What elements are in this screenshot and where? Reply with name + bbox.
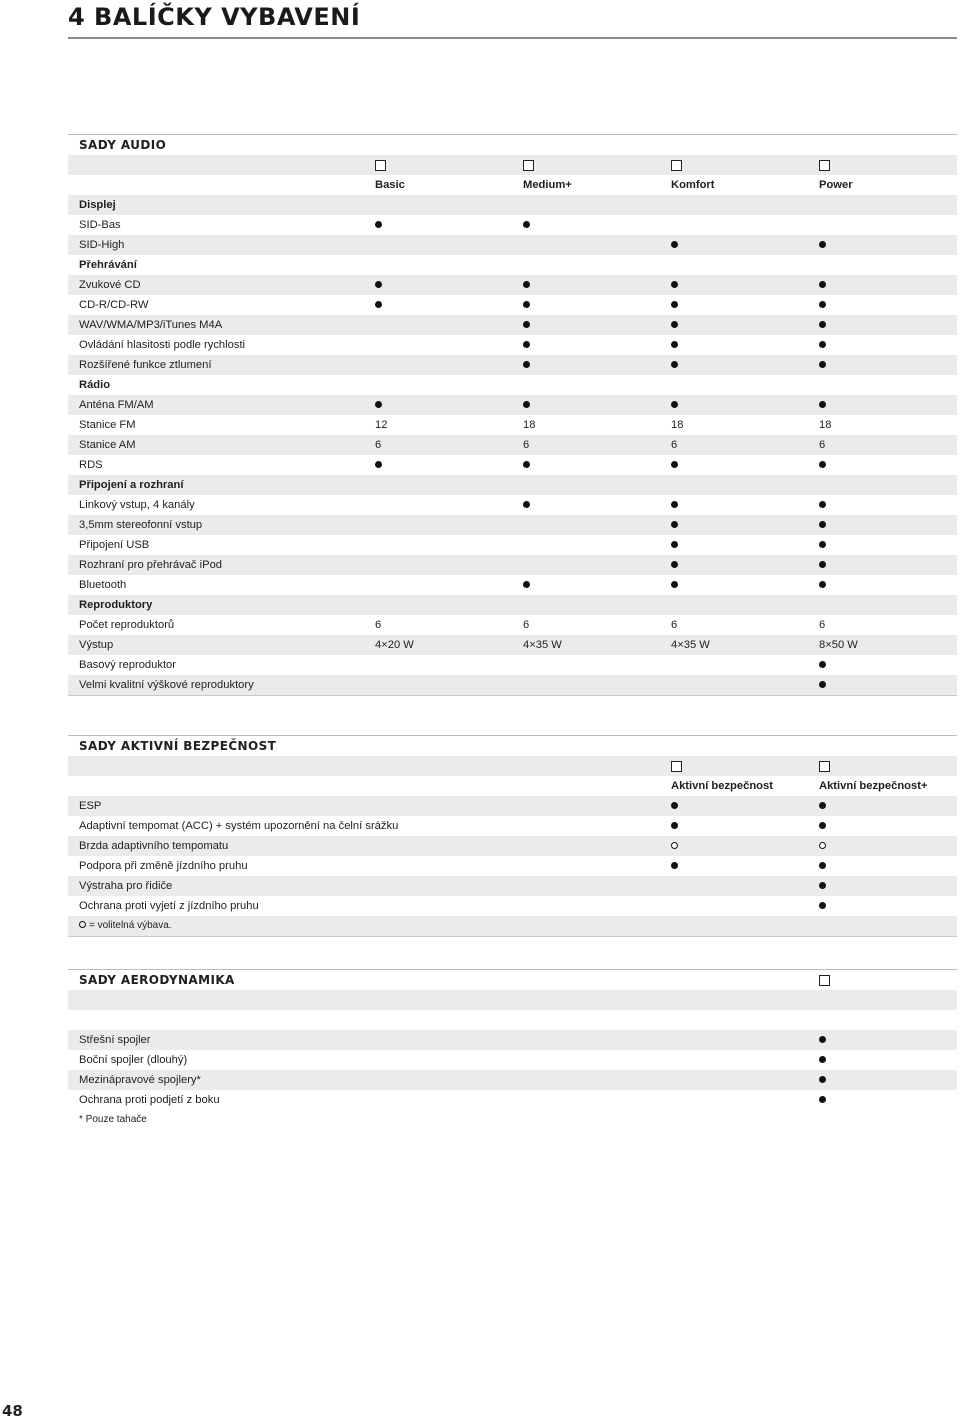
standard-dot-icon bbox=[671, 335, 678, 355]
column-header-aktivni-bezpecnost: Aktivní bezpečnost bbox=[671, 780, 773, 792]
row-label: Ochrana proti podjetí z boku bbox=[79, 1094, 220, 1106]
safety-table-body bbox=[68, 796, 957, 916]
basic-checkbox[interactable] bbox=[375, 160, 386, 171]
standard-dot-icon bbox=[523, 275, 530, 295]
aero-spacer-row bbox=[68, 990, 957, 1010]
standard-dot-icon bbox=[671, 515, 678, 535]
row-label: Boční spojler (dlouhý) bbox=[79, 1054, 188, 1066]
cell-value: 6 bbox=[375, 439, 382, 451]
aero-row bbox=[68, 1070, 957, 1090]
standard-dot-icon bbox=[819, 876, 826, 896]
standard-dot-icon bbox=[819, 555, 826, 575]
row-label: Stanice AM bbox=[79, 439, 136, 451]
audio-row bbox=[68, 275, 957, 295]
aktivni-bezpecnost-plus-checkbox[interactable] bbox=[819, 761, 830, 772]
standard-dot-icon bbox=[819, 856, 826, 876]
audio-row bbox=[68, 675, 957, 695]
standard-dot-icon bbox=[819, 655, 826, 675]
audio-row bbox=[68, 295, 957, 315]
safety-row bbox=[68, 896, 957, 916]
standard-dot-icon bbox=[819, 1050, 826, 1070]
audio-table-body bbox=[68, 195, 957, 695]
standard-dot-icon bbox=[523, 335, 530, 355]
row-label: SID-Bas bbox=[79, 219, 121, 231]
safety-row bbox=[68, 856, 957, 876]
category-label: Přehrávání bbox=[79, 259, 137, 271]
aero-row bbox=[68, 1030, 957, 1050]
row-label: Velmi kvalitní výškové reproduktory bbox=[79, 679, 254, 691]
audio-row bbox=[68, 575, 957, 595]
category-label: Reproduktory bbox=[79, 599, 153, 611]
row-label: Střešní spojler bbox=[79, 1034, 151, 1046]
row-label: Bluetooth bbox=[79, 579, 127, 591]
standard-dot-icon bbox=[523, 455, 530, 475]
row-label: Linkový vstup, 4 kanály bbox=[79, 499, 195, 511]
aktivni-bezpecnost-checkbox[interactable] bbox=[671, 761, 682, 772]
safety-column-headers bbox=[68, 776, 957, 796]
standard-dot-icon bbox=[671, 235, 678, 255]
audio-row bbox=[68, 535, 957, 555]
audio-row bbox=[68, 555, 957, 575]
standard-dot-icon bbox=[523, 575, 530, 595]
row-label: Stanice FM bbox=[79, 419, 136, 431]
audio-packages-section bbox=[68, 134, 957, 696]
aero-row bbox=[68, 1090, 957, 1110]
medium-plus-checkbox[interactable] bbox=[523, 160, 534, 171]
audio-row bbox=[68, 355, 957, 375]
category-label: Rádio bbox=[79, 379, 111, 391]
row-label: Připojení USB bbox=[79, 539, 150, 551]
row-label: CD-R/CD-RW bbox=[79, 299, 149, 311]
column-header-basic: Basic bbox=[375, 179, 405, 191]
safety-checkbox-row bbox=[68, 756, 957, 776]
standard-dot-icon bbox=[671, 575, 678, 595]
standard-dot-icon bbox=[819, 355, 826, 375]
audio-section-heading: SADY AUDIO bbox=[68, 134, 957, 155]
audio-column-headers bbox=[68, 175, 957, 195]
standard-dot-icon bbox=[671, 816, 678, 836]
audio-row bbox=[68, 615, 957, 635]
safety-footnote bbox=[68, 916, 957, 936]
column-header-power: Power bbox=[819, 179, 853, 191]
cell-value: 6 bbox=[819, 619, 826, 631]
standard-dot-icon bbox=[375, 275, 382, 295]
cell-value: 18 bbox=[819, 419, 832, 431]
optional-circle-icon bbox=[819, 836, 826, 856]
aerodynamika-checkbox[interactable] bbox=[819, 975, 830, 986]
audio-category-row bbox=[68, 475, 957, 495]
row-label: ESP bbox=[79, 800, 102, 812]
title-divider bbox=[68, 37, 957, 39]
aero-section-heading-row bbox=[68, 969, 957, 990]
audio-category-row bbox=[68, 195, 957, 215]
row-label: Ovládání hlasitosti podle rychlosti bbox=[79, 339, 246, 351]
standard-dot-icon bbox=[375, 215, 382, 235]
audio-row bbox=[68, 435, 957, 455]
aero-table-body bbox=[68, 1030, 957, 1110]
audio-row bbox=[68, 215, 957, 235]
row-label: SID-High bbox=[79, 239, 125, 251]
cell-value: 18 bbox=[671, 419, 684, 431]
safety-row bbox=[68, 876, 957, 896]
standard-dot-icon bbox=[671, 455, 678, 475]
category-label: Displej bbox=[79, 199, 116, 211]
standard-dot-icon bbox=[671, 295, 678, 315]
audio-row bbox=[68, 515, 957, 535]
audio-checkbox-row bbox=[68, 155, 957, 175]
safety-row bbox=[68, 816, 957, 836]
standard-dot-icon bbox=[819, 535, 826, 555]
row-label: Mezinápravové spojlery* bbox=[79, 1074, 201, 1086]
row-label: Výstraha pro řidiče bbox=[79, 880, 173, 892]
standard-dot-icon bbox=[819, 335, 826, 355]
standard-dot-icon bbox=[523, 395, 530, 415]
aero-spacer-row-2 bbox=[68, 1010, 957, 1030]
safety-section-heading: SADY AKTIVNÍ BEZPEČNOST bbox=[68, 735, 957, 756]
standard-dot-icon bbox=[819, 575, 826, 595]
komfort-checkbox[interactable] bbox=[671, 160, 682, 171]
audio-row bbox=[68, 635, 957, 655]
standard-dot-icon bbox=[671, 495, 678, 515]
cell-value: 6 bbox=[375, 619, 382, 631]
row-label: RDS bbox=[79, 459, 103, 471]
standard-dot-icon bbox=[671, 555, 678, 575]
row-label: Zvukové CD bbox=[79, 279, 141, 291]
standard-dot-icon bbox=[819, 1030, 826, 1050]
aerodynamics-section bbox=[68, 969, 957, 1130]
standard-dot-icon bbox=[819, 275, 826, 295]
row-label: Brzda adaptivního tempomatu bbox=[79, 840, 229, 852]
row-label: Adaptivní tempomat (ACC) + systém upozornění na čelní srážku bbox=[79, 820, 399, 832]
cell-value: 18 bbox=[523, 419, 536, 431]
standard-dot-icon bbox=[375, 455, 382, 475]
standard-dot-icon bbox=[523, 495, 530, 515]
standard-dot-icon bbox=[375, 395, 382, 415]
safety-row bbox=[68, 796, 957, 816]
aero-row bbox=[68, 1050, 957, 1070]
cell-value: 6 bbox=[819, 439, 826, 451]
audio-category-row bbox=[68, 595, 957, 615]
standard-dot-icon bbox=[819, 395, 826, 415]
standard-dot-icon bbox=[819, 495, 826, 515]
row-label: Ochrana proti vyjetí z jízdního pruhu bbox=[79, 900, 259, 912]
audio-row bbox=[68, 335, 957, 355]
standard-dot-icon bbox=[819, 235, 826, 255]
active-safety-section bbox=[68, 735, 957, 937]
standard-dot-icon bbox=[523, 295, 530, 315]
column-header-aktivni-bezpecnost-plus: Aktivní bezpečnost+ bbox=[819, 780, 928, 792]
row-label: Anténa FM/AM bbox=[79, 399, 154, 411]
standard-dot-icon bbox=[523, 215, 530, 235]
standard-dot-icon bbox=[819, 1070, 826, 1090]
standard-dot-icon bbox=[671, 395, 678, 415]
page-title: 4 BALÍČKY VYBAVENÍ bbox=[68, 3, 361, 31]
cell-value: 12 bbox=[375, 419, 388, 431]
cell-value: 4×20 W bbox=[375, 639, 414, 651]
audio-row bbox=[68, 235, 957, 255]
aero-footnote bbox=[68, 1110, 957, 1130]
audio-row bbox=[68, 455, 957, 475]
standard-dot-icon bbox=[671, 275, 678, 295]
standard-dot-icon bbox=[819, 1090, 826, 1110]
standard-dot-icon bbox=[819, 515, 826, 535]
optional-circle-icon bbox=[671, 836, 678, 856]
standard-dot-icon bbox=[671, 535, 678, 555]
standard-dot-icon bbox=[375, 295, 382, 315]
standard-dot-icon bbox=[671, 796, 678, 816]
audio-row bbox=[68, 495, 957, 515]
row-label: Rozšířené funkce ztlumení bbox=[79, 359, 212, 371]
audio-row bbox=[68, 315, 957, 335]
page-number: 48 bbox=[2, 1402, 23, 1420]
column-header-komfort: Komfort bbox=[671, 179, 715, 191]
audio-category-row bbox=[68, 255, 957, 275]
cell-value: 6 bbox=[523, 619, 530, 631]
cell-value: 4×35 W bbox=[523, 639, 562, 651]
safety-section-bottom-rule bbox=[68, 936, 957, 937]
column-header-medium-plus: Medium+ bbox=[523, 179, 572, 191]
cell-value: 4×35 W bbox=[671, 639, 710, 651]
row-label: 3,5mm stereofonní vstup bbox=[79, 519, 203, 531]
standard-dot-icon bbox=[819, 896, 826, 916]
standard-dot-icon bbox=[819, 455, 826, 475]
safety-row bbox=[68, 836, 957, 856]
audio-category-row bbox=[68, 375, 957, 395]
standard-dot-icon bbox=[671, 315, 678, 335]
cell-value: 8×50 W bbox=[819, 639, 858, 651]
audio-row bbox=[68, 655, 957, 675]
row-label: Rozhraní pro přehrávač iPod bbox=[79, 559, 223, 571]
standard-dot-icon bbox=[819, 816, 826, 836]
audio-section-bottom-rule bbox=[68, 695, 957, 696]
optional-circle-icon bbox=[79, 921, 86, 928]
audio-row bbox=[68, 415, 957, 435]
row-label: Výstup bbox=[79, 639, 114, 651]
standard-dot-icon bbox=[819, 675, 826, 695]
standard-dot-icon bbox=[819, 295, 826, 315]
aero-section-heading: SADY AERODYNAMIKA bbox=[79, 973, 235, 987]
row-label: WAV/WMA/MP3/iTunes M4A bbox=[79, 319, 223, 331]
cell-value: 6 bbox=[671, 439, 678, 451]
standard-dot-icon bbox=[671, 856, 678, 876]
safety-footnote-text: = volitelná výbava. bbox=[89, 920, 172, 931]
audio-row bbox=[68, 395, 957, 415]
standard-dot-icon bbox=[523, 355, 530, 375]
standard-dot-icon bbox=[671, 355, 678, 375]
power-checkbox[interactable] bbox=[819, 160, 830, 171]
standard-dot-icon bbox=[819, 315, 826, 335]
cell-value: 6 bbox=[523, 439, 530, 451]
row-label: Basový reproduktor bbox=[79, 659, 177, 671]
row-label: Počet reproduktorů bbox=[79, 619, 175, 631]
standard-dot-icon bbox=[819, 796, 826, 816]
cell-value: 6 bbox=[671, 619, 678, 631]
row-label: Podpora při změně jízdního pruhu bbox=[79, 860, 248, 872]
standard-dot-icon bbox=[523, 315, 530, 335]
category-label: Připojení a rozhraní bbox=[79, 479, 184, 491]
aero-footnote-text: * Pouze tahače bbox=[79, 1114, 147, 1125]
